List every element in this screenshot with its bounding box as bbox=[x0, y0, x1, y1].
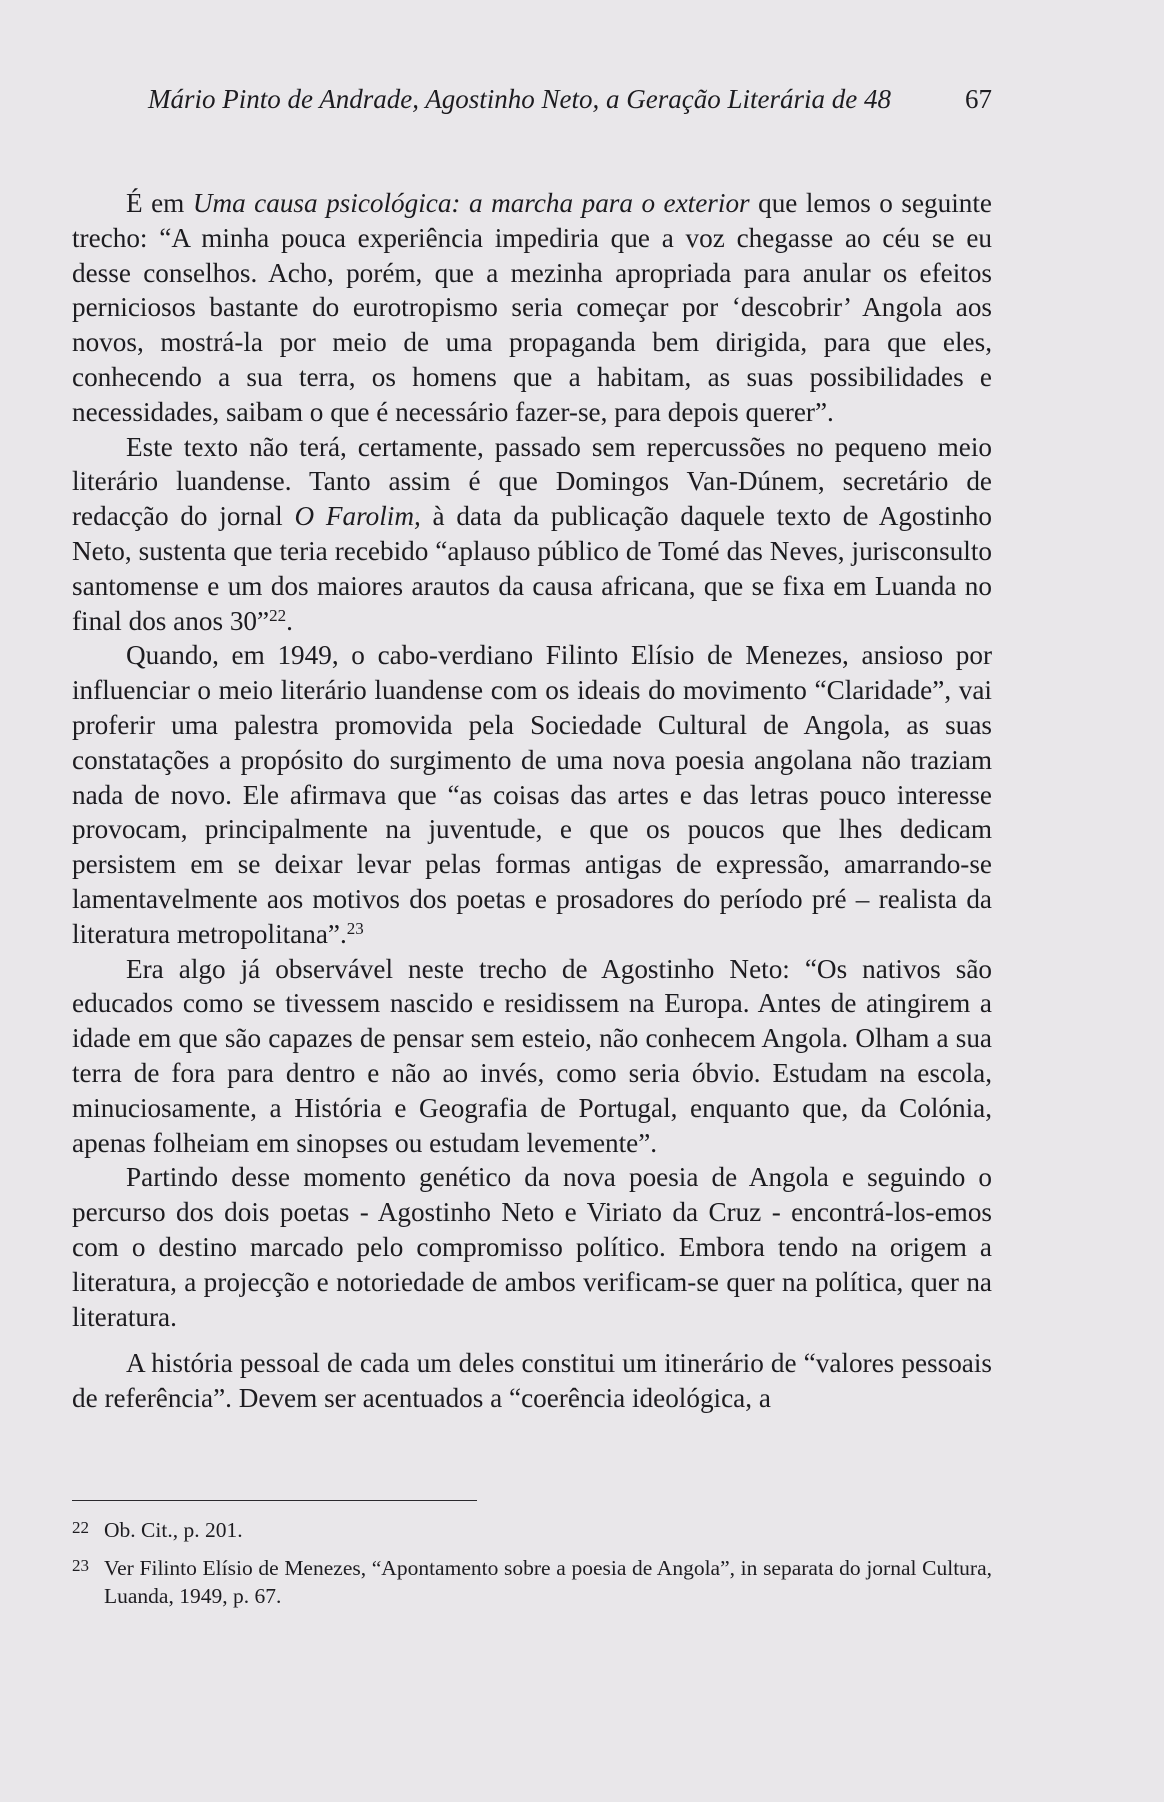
running-title: Mário Pinto de Andrade, Agostinho Neto, a Geração Literária de 48 bbox=[148, 84, 891, 114]
page-number: 67 bbox=[965, 84, 992, 114]
paragraph-5-text: Partindo desse momento genético da nova poesia de Angola e seguindo o percurso dos dois poetas - Agostinho Neto e Viriato da Cruz - encontrá-los-emos com o destino marcado pelo compromisso político. Embora tendo na origem a literatura, a projecção e notoriedade de ambos verificam-se quer na política, quer na literatura. bbox=[72, 1162, 992, 1332]
paragraph-6 bbox=[72, 1346, 992, 1416]
paragraph-3 bbox=[72, 638, 992, 951]
footnote-text: Ob. Cit., p. 201. bbox=[104, 1518, 243, 1542]
body-text bbox=[72, 186, 992, 1416]
paragraph-2 bbox=[72, 430, 992, 639]
paragraph-1-text-a: É em bbox=[126, 188, 193, 218]
paragraph-1-text-b: que lemos o seguinte trecho: “A minha pouca experiência impediria que a voz chegasse ao céu se eu desse conselhos. Acho, porém, que a mezinha apropriada para anular os efeitos perniciosos bastante do eurotropismo seria começar por ‘descobrir’ Angola aos novos, mostrá-la por meio de uma propaganda bem dirigida, para que eles, conhecendo a sua terra, os homens que a habitam, as suas possibilidades e necessidades, saibam o que é necessário fazer-se, para depois querer”. bbox=[72, 188, 992, 427]
footnote-ref-23[interactable]: 23 bbox=[346, 918, 364, 938]
newspaper-title-italic: O Farolim, bbox=[294, 501, 421, 532]
paragraph-4 bbox=[72, 952, 992, 1161]
footnote-text: Ver Filinto Elísio de Menezes, “Apontamento sobre a poesia de Angola”, in separata do jornal Cultura, Luanda, 1949, p. 67. bbox=[104, 1556, 992, 1608]
footnote-number: 22 bbox=[72, 1518, 89, 1537]
paragraph-2-text-b: à data da publicação daquele texto de Agostinho Neto, sustenta que teria recebido “aplauso público de Tomé das Neves, jurisconsulto santomense e um dos maiores arautos da causa africana, que se fixa em Luanda no final dos anos 30” bbox=[72, 501, 992, 636]
footnote-number: 23 bbox=[72, 1556, 89, 1575]
paragraph-2-text-a: Este texto não terá, certamente, passado sem repercussões no pequeno meio literário luandense. Tanto assim é que Domingos Van-Dúnem, secretário de redacção do jornal bbox=[72, 431, 992, 532]
footnote-23 bbox=[72, 1552, 992, 1610]
work-title-italic: Uma causa psicológica: a marcha para o exterior bbox=[192, 188, 750, 218]
paragraph-5 bbox=[72, 1160, 992, 1334]
footnote-22 bbox=[72, 1514, 992, 1544]
running-head bbox=[72, 84, 992, 124]
footnote-separator bbox=[72, 1500, 477, 1501]
paragraph-2-text-c: . bbox=[286, 605, 293, 636]
footnotes bbox=[72, 1514, 992, 1618]
footnote-ref-22[interactable]: 22 bbox=[269, 605, 287, 625]
paragraph-3-text: Quando, em 1949, o cabo-verdiano Filinto Elísio de Menezes, ansioso por influenciar o meio literário luandense com os ideais do movimento “Claridade”, vai proferir uma palestra promovida pela Sociedade Cultural de Angola, as suas constatações a propósito do surgimento de uma nova poesia angolana não traziam nada de novo. Ele afirmava que “as coisas das artes e das letras pouco interesse provocam, principalmente na juventude, e que os poucos que lhes dedicam persistem em se deixar levar pelas formas antigas de expressão, amarrando-se lamentavelmente aos motivos dos poetas e prosadores do período pré – realista da literatura metropolitana”. bbox=[72, 640, 992, 949]
paragraph-4-text: Era algo já observável neste trecho de Agostinho Neto: “Os nativos são educados como se tivessem nascido e residissem na Europa. Antes de atingirem a idade em que são capazes de pensar sem esteio, não conhecem Angola. Olham a sua terra de fora para dentro e não ao invés, como seria óbvio. Estudam na escola, minuciosamente, a História e Geografia de Portugal, enquanto que, da Colónia, apenas folheiam em sinopses ou estudam levemente”. bbox=[72, 953, 992, 1158]
paragraph-6-text: A história pessoal de cada um deles constitui um itinerário de “valores pessoais de referência”. Devem ser acentuados a “coerência ideológica, a bbox=[72, 1348, 992, 1414]
paragraph-1 bbox=[72, 186, 992, 430]
